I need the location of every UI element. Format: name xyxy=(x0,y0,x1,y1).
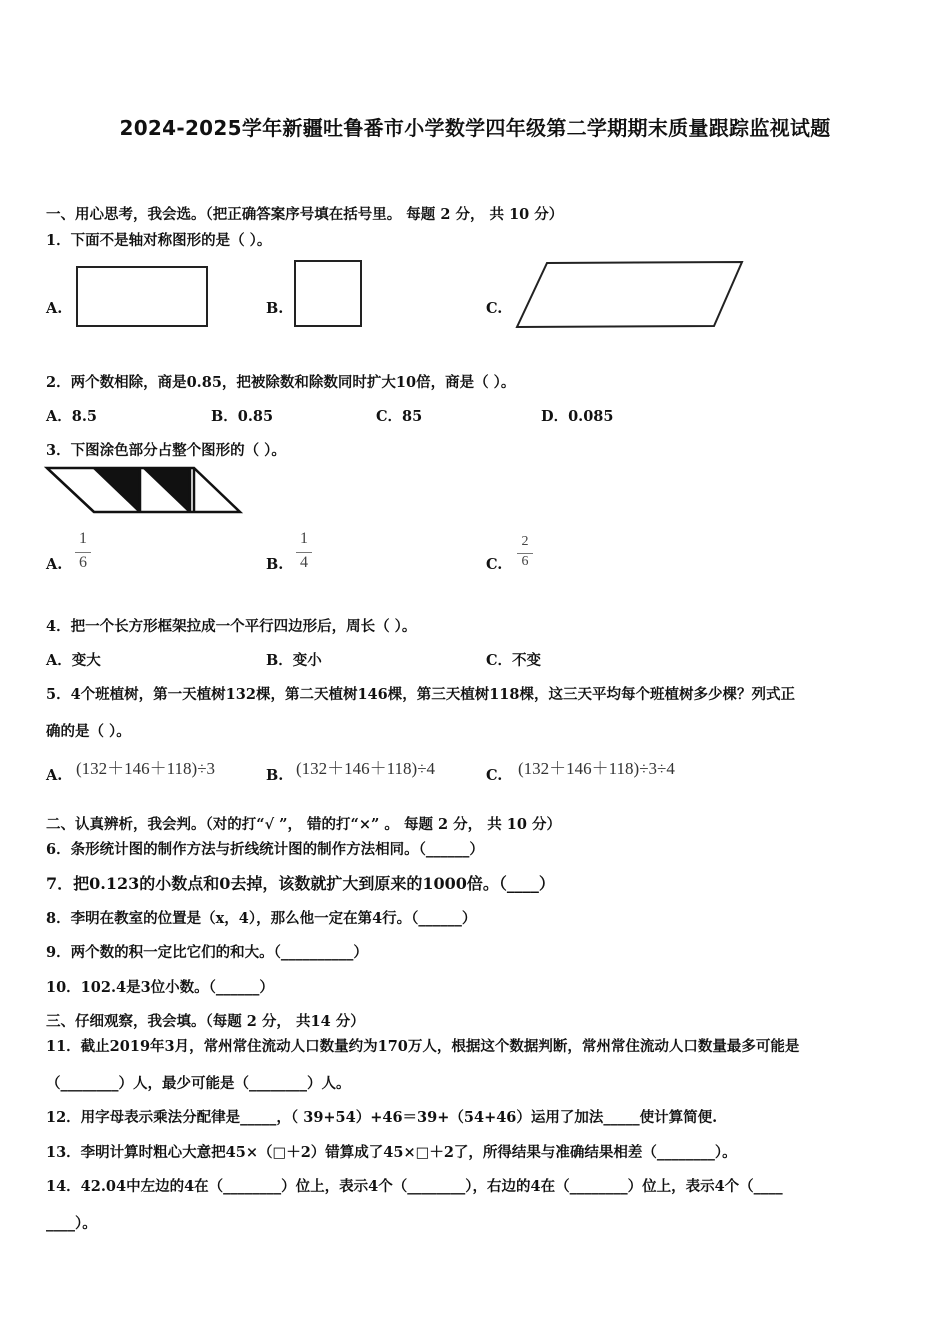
rectangle-figure xyxy=(76,266,209,328)
q3-option-b-fraction xyxy=(296,530,312,572)
question-7: 7．把0.123的小数点和0去掉，该数就扩大到原来的1000倍。（____） xyxy=(46,874,555,893)
question-11-continued: （________）人，最少可能是（________）人。 xyxy=(46,1075,351,1092)
fraction-denominator: 6 xyxy=(79,554,87,571)
square-figure xyxy=(294,260,364,328)
q4-option-b: B．变小 xyxy=(266,652,322,669)
question-12: 12．用字母表示乘法分配律是_____，（ 39+54）+46＝39+（54+46）运用了加法_____使计算简便. xyxy=(46,1109,718,1126)
fraction-denominator: 4 xyxy=(300,554,308,571)
q2-option-a: A．8.5 xyxy=(46,408,97,425)
question-14: 14．42.04中左边的4在（________）位上，表示4个（________），右边的4在（________）位上，表示4个（____ xyxy=(46,1178,783,1195)
parallelogram-figure xyxy=(514,260,746,330)
section-1-heading: 一、用心思考，我会选。（把正确答案序号填在括号里。 每题 2 分， 共 10 分） xyxy=(46,206,564,223)
page-title: 2024-2025学年新疆吐鲁番市小学数学四年级第二学期期末质量跟踪监视试题 xyxy=(119,116,831,140)
q5-option-a-label: A. xyxy=(46,767,63,784)
question-6: 6．条形统计图的制作方法与折线统计图的制作方法相同。（______） xyxy=(46,841,484,858)
q5-option-b-label: B. xyxy=(266,767,284,784)
question-2: 2．两个数相除，商是0.85，把被除数和除数同时扩大10倍，商是（ ）。 xyxy=(46,374,516,391)
q3-option-a-fraction xyxy=(75,530,91,572)
question-4: 4．把一个长方形框架拉成一个平行四边形后，周长（ ）。 xyxy=(46,618,417,635)
question-5: 5．4个班植树，第一天植树132棵，第二天植树146棵，第三天植树118棵，这三天平均每个班植树多少棵？列式正 xyxy=(46,686,795,703)
q2-option-c: C．85 xyxy=(376,408,423,425)
q2-option-d: D．0.085 xyxy=(541,408,614,425)
question-13: 13．李明计算时粗心大意把45×（□＋2）错算成了45×□＋2了，所得结果与准确结果相差（________）。 xyxy=(46,1144,737,1161)
q1-option-c-label: C. xyxy=(486,300,503,317)
fraction-bar xyxy=(75,552,91,553)
q1-option-b-label: B. xyxy=(266,300,284,317)
fraction-bar xyxy=(517,553,533,554)
q5-option-a-expression: (132＋146＋118)÷3 xyxy=(76,759,216,778)
fraction-numerator: 2 xyxy=(521,534,529,549)
question-9: 9．两个数的积一定比它们的和大。（__________） xyxy=(46,944,368,961)
fraction-bar xyxy=(296,552,312,553)
section-3-heading: 三、仔细观察，我会填。（每题 2 分， 共14 分） xyxy=(46,1013,365,1030)
question-8: 8．李明在教室的位置是（x，4），那么他一定在第4行。（______） xyxy=(46,910,477,927)
question-3: 3．下图涂色部分占整个图形的（ ）。 xyxy=(46,442,286,459)
q2-option-b: B．0.85 xyxy=(211,408,274,425)
question-1: 1．下面不是轴对称图形的是（ ）。 xyxy=(46,232,272,249)
section-2-heading: 二、认真辨析，我会判。（对的打“√ ”， 错的打“×” 。 每题 2 分， 共 10 分） xyxy=(46,816,561,833)
q4-option-a: A．变大 xyxy=(46,652,101,669)
q5-option-b-expression: (132＋146＋118)÷4 xyxy=(296,759,436,778)
fraction-denominator: 6 xyxy=(521,554,529,569)
fraction-numerator: 1 xyxy=(79,530,87,547)
q5-option-c-expression: (132＋146＋118)÷3÷4 xyxy=(518,759,675,778)
q3-option-c-fraction xyxy=(517,534,533,570)
q3-option-a-label: A. xyxy=(46,556,63,573)
question-5-continued: 确的是（ ）。 xyxy=(46,723,131,740)
shaded-parallelogram-figure xyxy=(44,466,244,516)
question-14-continued: ____）。 xyxy=(46,1215,97,1232)
q5-option-c-label: C. xyxy=(486,767,503,784)
question-10: 10．102.4是3位小数。（______） xyxy=(46,979,274,996)
q3-option-c-label: C. xyxy=(486,556,503,573)
question-11: 11．截止2019年3月，常州常住流动人口数量约为170万人，根据这个数据判断，常州常住流动人口数量最多可能是 xyxy=(46,1038,800,1055)
fraction-numerator: 1 xyxy=(300,530,308,547)
q3-option-b-label: B. xyxy=(266,556,284,573)
q1-option-a-label: A. xyxy=(46,300,63,317)
q4-option-c: C．不变 xyxy=(486,652,542,669)
